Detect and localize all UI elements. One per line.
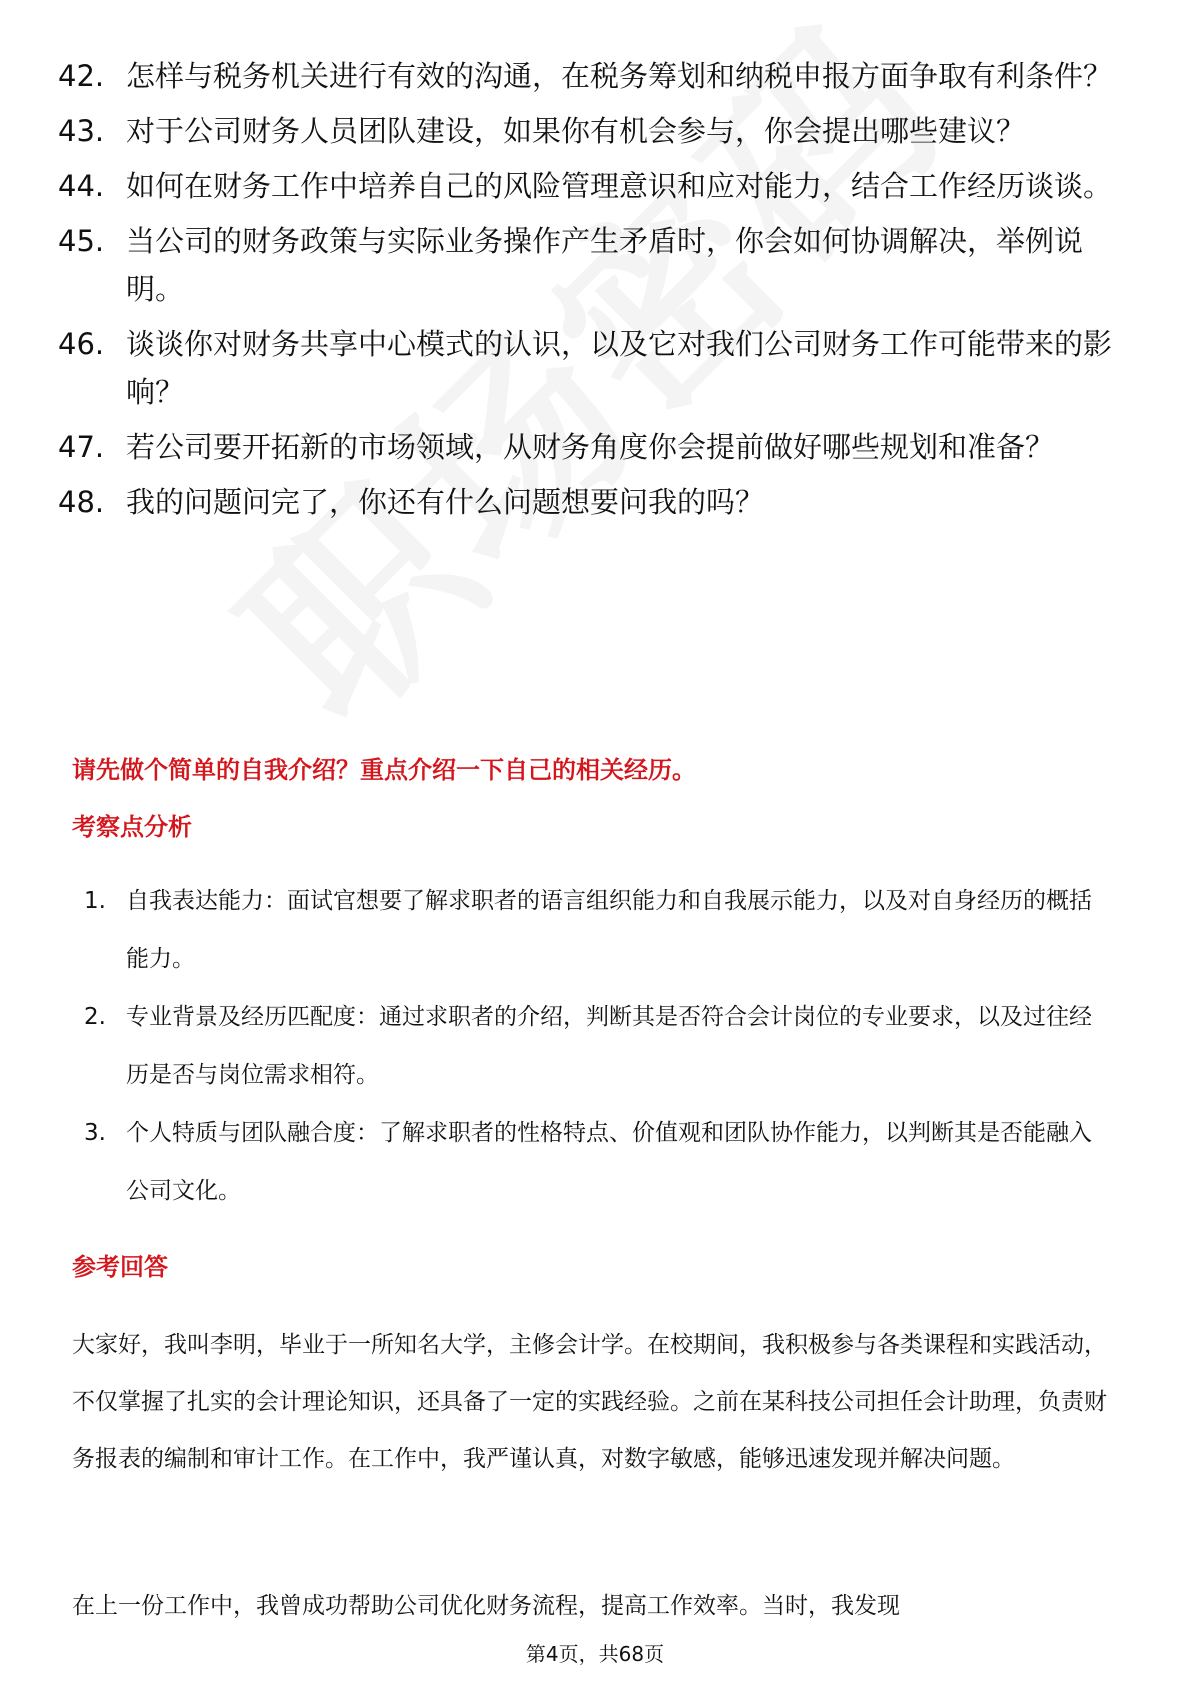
point-number: 1.	[84, 888, 106, 914]
point-number: 3.	[84, 1120, 106, 1146]
point-number: 2.	[84, 1004, 106, 1030]
question-item	[58, 320, 1138, 416]
answer-paragraph: 在上一份工作中，我曾成功帮助公司优化财务流程，提高工作效率。当时，我发现	[72, 1593, 900, 1619]
answer-paragraph: 大家好，我叫李明，毕业于一所知名大学，主修会计学。在校期间，我积极参与各类课程和实践活动，不仅掌握了扎实的会计理论知识，还具备了一定的实践经验。之前在某科技公司担任会计助理，负责财务报表的编制和审计工作。在工作中，我严谨认真，对数字敏感，能够迅速发现并解决问题。	[72, 1332, 1107, 1472]
question-number: 42.	[58, 59, 105, 93]
question-item	[58, 52, 1138, 100]
question-number: 46.	[58, 327, 105, 361]
question-item	[58, 107, 1138, 155]
question-item	[58, 423, 1138, 471]
analysis-heading: 考察点分析	[72, 813, 192, 841]
point-text: 个人特质与团队融合度：了解求职者的性格特点、价值观和团队协作能力，以判断其是否能融入公司文化。	[126, 1120, 1092, 1204]
analysis-point	[84, 1104, 1114, 1220]
question-text: 我的问题问完了，你还有什么问题想要问我的吗？	[126, 485, 765, 519]
page-footer: 第4页，共68页	[525, 1642, 665, 1666]
question-text: 如何在财务工作中培养自己的风险管理意识和应对能力，结合工作经历谈谈。	[126, 169, 1113, 203]
answer-heading: 参考回答	[72, 1253, 168, 1281]
question-item	[58, 217, 1138, 313]
point-text: 自我表达能力：面试官想要了解求职者的语言组织能力和自我展示能力，以及对自身经历的概括能力。	[126, 888, 1092, 972]
analysis-point	[84, 988, 1114, 1104]
analysis-point	[84, 872, 1114, 988]
question-number: 47.	[58, 430, 105, 464]
main-question-heading: 请先做个简单的自我介绍？重点介绍一下自己的相关经历。	[72, 756, 696, 784]
question-item	[58, 162, 1138, 210]
point-text: 专业背景及经历匹配度：通过求职者的介绍，判断其是否符合会计岗位的专业要求，以及过往经历是否与岗位需求相符。	[126, 1004, 1092, 1088]
question-number: 48.	[58, 485, 105, 519]
question-number: 43.	[58, 114, 105, 148]
question-text: 谈谈你对财务共享中心模式的认识，以及它对我们公司财务工作可能带来的影响？	[126, 327, 1113, 409]
question-list	[58, 52, 1138, 533]
question-item	[58, 478, 1138, 526]
question-number: 44.	[58, 169, 105, 203]
question-text: 对于公司财务人员团队建设，如果你有机会参与，你会提出哪些建议？	[126, 114, 1026, 148]
analysis-point-list	[84, 872, 1114, 1220]
question-number: 45.	[58, 224, 105, 258]
question-text: 当公司的财务政策与实际业务操作产生矛盾时，你会如何协调解决，举例说明。	[126, 224, 1084, 306]
question-text: 若公司要开拓新的市场领域，从财务角度你会提前做好哪些规划和准备？	[126, 430, 1055, 464]
question-text: 怎样与税务机关进行有效的沟通，在税务筹划和纳税申报方面争取有利条件？	[126, 59, 1113, 93]
